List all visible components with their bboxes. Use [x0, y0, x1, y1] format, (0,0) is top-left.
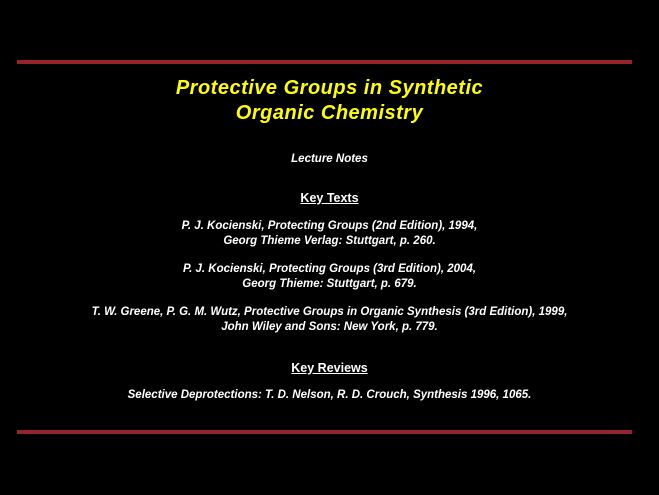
citation-greene-wutz: [0, 305, 659, 335]
slide-title-line-1: Protective Groups in Synthetic: [175, 77, 484, 99]
citation-line: John Wiley and Sons: New York, p. 779.: [221, 321, 438, 333]
citation-line: P. J. Kocienski, Protecting Groups (2nd Edition), 1994,: [181, 220, 478, 232]
slide-title: [0, 76, 659, 126]
citation-line: P. J. Kocienski, Protecting Groups (3rd Edition), 2004,: [182, 263, 477, 275]
citation-line: Georg Thieme Verlag: Stuttgart, p. 260.: [223, 235, 436, 247]
citation-nelson-crouch: Selective Deprotections: T. D. Nelson, R. D. Crouch, Synthesis 1996, 1065.: [127, 389, 532, 401]
citation-kocienski-2nd: [0, 219, 659, 249]
citation-kocienski-3rd: [0, 262, 659, 292]
citation-line: T. W. Greene, P. G. M. Wutz, Protective Groups in Organic Synthesis (3rd Edition), 1999,: [91, 306, 568, 318]
key-texts-heading: Key Texts: [300, 191, 359, 205]
slide-title-line-2: Organic Chemistry: [235, 102, 424, 124]
slide-subtitle: Lecture Notes: [291, 153, 368, 165]
citation-line: Georg Thieme: Stuttgart, p. 679.: [242, 278, 417, 290]
bottom-divider-rule: [17, 430, 632, 434]
top-divider-rule: [17, 60, 632, 64]
key-reviews-heading: Key Reviews: [291, 361, 368, 375]
